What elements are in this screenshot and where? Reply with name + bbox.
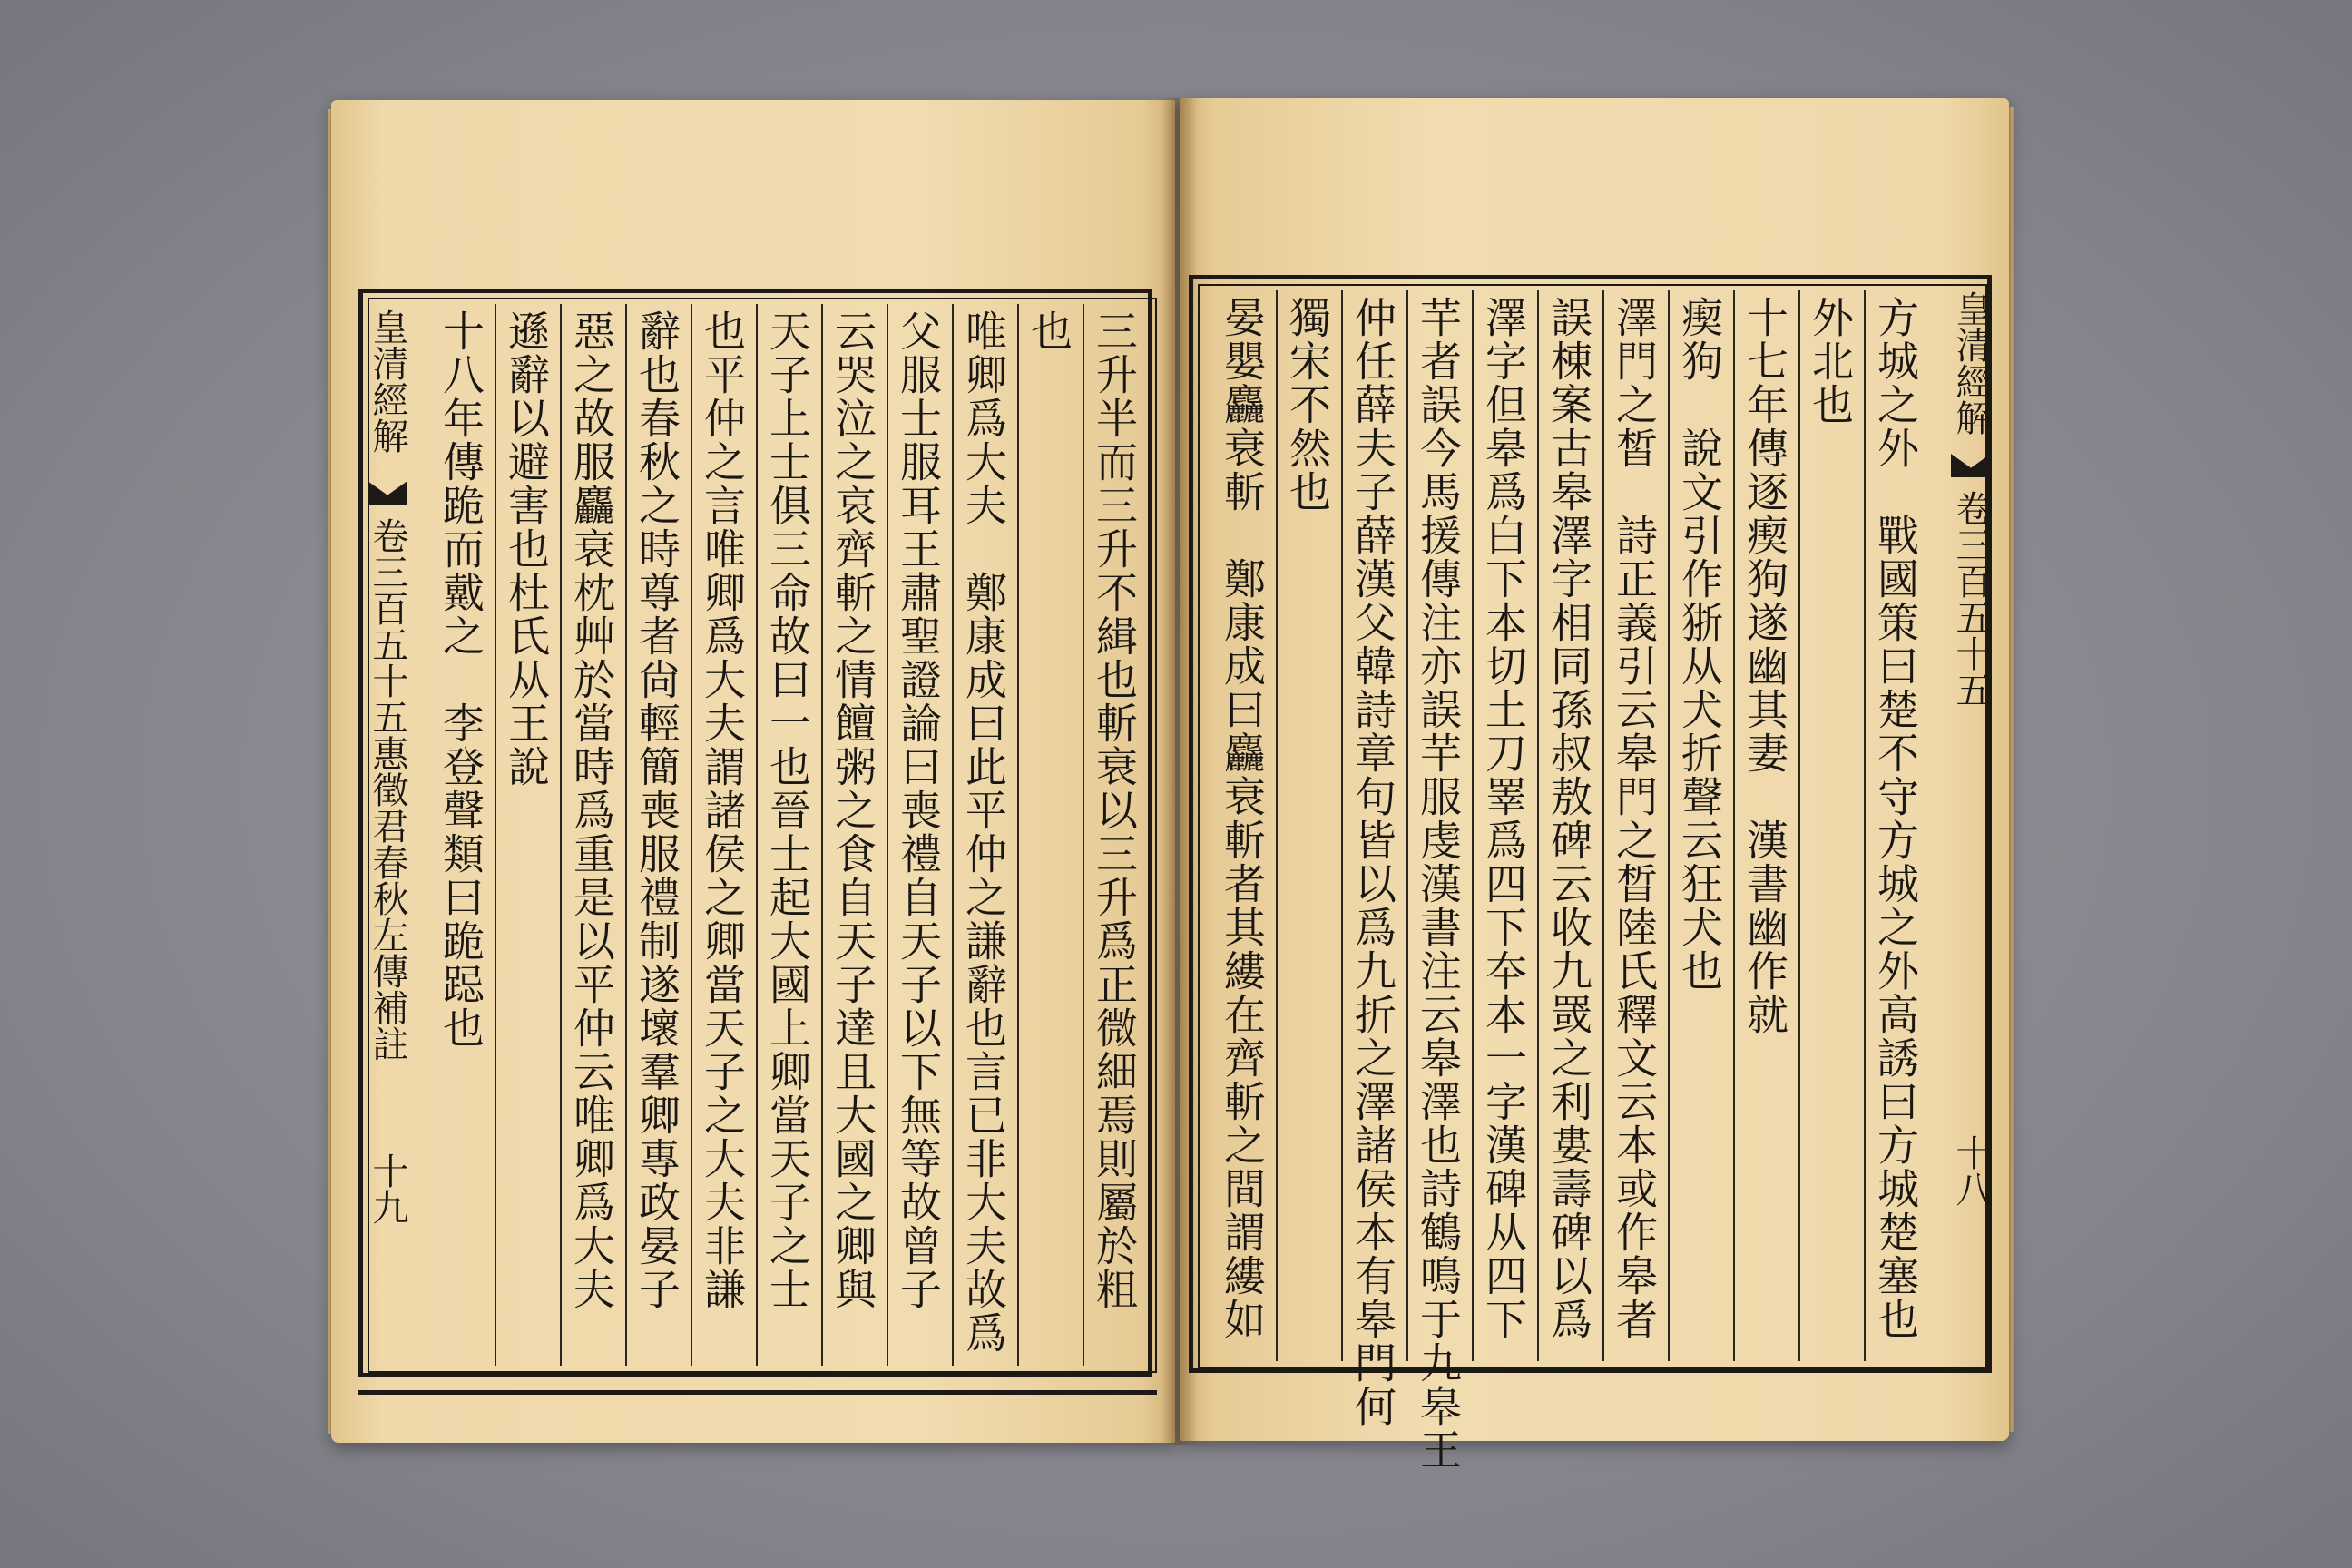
column-divider	[625, 304, 627, 1366]
text-column: 三升半而三升不緝也斬衰以三升爲正微細焉則屬於粗	[1090, 309, 1139, 1311]
right-margin-title: 皇清經解	[1950, 290, 1992, 436]
column-divider	[1668, 290, 1670, 1361]
text-column: 澤字但皋爲白下本切土刀睪爲四下夲本一字漢碑从四下	[1479, 296, 1528, 1341]
text-column: 唯卿爲大夫 鄭康成曰此平仲之謙辭也言已非大夫故爲	[959, 309, 1008, 1355]
text-column: 遜辭以避害也杜氏从王說	[502, 309, 551, 789]
left-text-columns	[368, 304, 1157, 1366]
column-divider	[691, 304, 692, 1366]
column-divider	[1341, 290, 1343, 1361]
right-folio-number: 十八	[1950, 1134, 1992, 1207]
column-divider	[1537, 290, 1539, 1361]
text-column: 也平仲之言唯卿爲大夫謂諸侯之卿當天子之大夫非謙	[698, 309, 747, 1311]
text-column: 惡之故服麤衰枕艸於當時爲重是以平仲云唯卿爲大夫	[567, 309, 616, 1311]
text-column: 父服士服耳王肅聖證論曰喪禮自天子以下無等故曾子	[894, 309, 943, 1311]
column-divider	[495, 304, 496, 1366]
text-column: 誤棟案古皋澤字相同孫叔敖碑云收九罭之利婁壽碑以爲	[1544, 296, 1593, 1341]
left-folio-number: 十九	[367, 1152, 408, 1225]
text-column: 芉者誤今馬援傳注亦誤芉服虔漢書注云皋澤也詩鶴鳴于九皋王	[1414, 296, 1463, 1472]
text-column: 方城之外 戰國策曰楚不守方城之外高誘曰方城楚塞也	[1871, 296, 1920, 1341]
text-column: 外北也	[1806, 296, 1855, 426]
column-divider	[756, 304, 758, 1366]
column-divider	[1017, 304, 1019, 1366]
column-divider	[560, 304, 562, 1366]
left-margin-title: 皇清經解	[367, 309, 408, 454]
column-divider	[1602, 290, 1604, 1361]
left-bottom-rule	[358, 1390, 1157, 1395]
text-column: 晏嬰麤衰斬 鄭康成曰麤衰斬者其縷在齊斬之間謂縷如	[1218, 296, 1267, 1341]
right-margin-volume: 卷三百五十五	[1950, 490, 1992, 708]
text-column: 也	[1024, 309, 1073, 353]
text-column: 云哭泣之哀齊斬之情饘粥之食自天子達且大國之卿與	[828, 309, 877, 1311]
column-divider	[1733, 290, 1735, 1361]
text-column: 獨宋不然也	[1283, 296, 1332, 514]
text-column: 十七年傳逐瘈狗遂幽其妻 漢書幽作就	[1740, 296, 1789, 1036]
text-column: 瘈狗 說文引作狾从犬折聲云狂犬也	[1675, 296, 1724, 993]
text-column: 仲任薛夫子薛漢父韓詩章句皆以爲九折之澤諸侯本有皋門何	[1348, 296, 1397, 1428]
column-divider	[1798, 290, 1800, 1361]
text-column: 辭也春秋之時尊者尙輕簡喪服禮制遂壞羣卿專政晏子	[632, 309, 681, 1311]
left-margin-volume: 卷三百五十五惠徵君春秋左傳補註	[367, 517, 408, 1062]
column-divider	[1406, 290, 1408, 1361]
column-divider	[952, 304, 954, 1366]
column-divider	[1276, 290, 1278, 1361]
text-column: 天子上士俱三命故曰一也晉士起大國上卿當天子之士	[763, 309, 812, 1311]
right-text-columns	[1198, 290, 1987, 1472]
column-divider	[821, 304, 823, 1366]
column-divider	[887, 304, 888, 1366]
text-column: 澤門之皙 詩正義引云皋門之晳陸氏釋文云本或作皋者	[1610, 296, 1659, 1341]
column-divider	[1864, 290, 1866, 1361]
column-divider	[1083, 304, 1084, 1366]
column-divider	[1472, 290, 1474, 1361]
text-column: 十八年傳跪而戴之 李登聲類曰跪跽也	[436, 309, 485, 1050]
